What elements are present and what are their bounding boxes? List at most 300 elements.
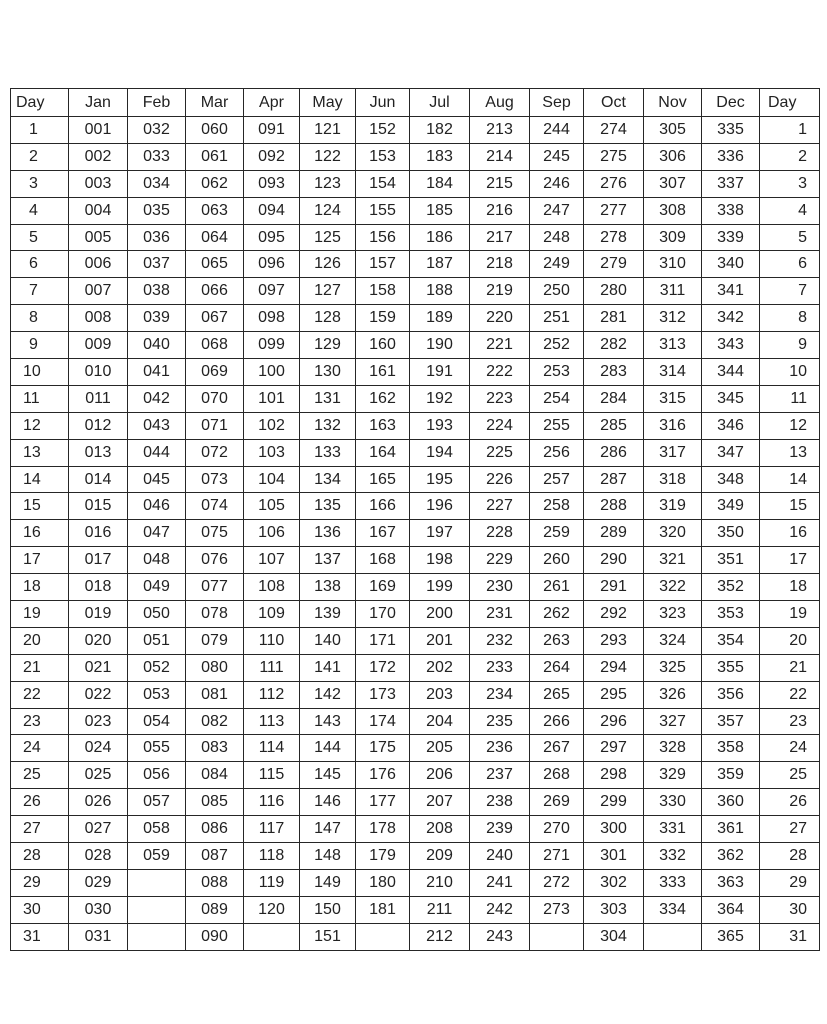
cell-apr: 110 (244, 627, 300, 654)
cell-may: 134 (300, 466, 356, 493)
cell-jun: 156 (356, 224, 410, 251)
cell-oct: 274 (584, 117, 644, 144)
cell-aug: 215 (470, 170, 530, 197)
cell-feb: 041 (128, 359, 186, 386)
cell-nov: 310 (644, 251, 702, 278)
cell-feb: 046 (128, 493, 186, 520)
cell-may: 150 (300, 896, 356, 923)
cell-day-right: 22 (760, 681, 820, 708)
cell-day-right: 29 (760, 869, 820, 896)
cell-sep: 259 (530, 520, 584, 547)
cell-jun: 163 (356, 412, 410, 439)
cell-day-right: 23 (760, 708, 820, 735)
cell-dec: 352 (702, 574, 760, 601)
cell-day-left: 17 (11, 547, 69, 574)
cell-apr: 107 (244, 547, 300, 574)
cell-day-left: 28 (11, 843, 69, 870)
cell-day-right: 3 (760, 170, 820, 197)
cell-jan: 023 (69, 708, 128, 735)
cell-jun: 176 (356, 762, 410, 789)
cell-jan: 016 (69, 520, 128, 547)
cell-day-left: 20 (11, 627, 69, 654)
cell-may: 133 (300, 439, 356, 466)
cell-oct: 301 (584, 843, 644, 870)
cell-aug: 234 (470, 681, 530, 708)
cell-dec: 339 (702, 224, 760, 251)
cell-jul: 185 (410, 197, 470, 224)
cell-jun: 158 (356, 278, 410, 305)
julian-date-table (10, 88, 820, 951)
cell-nov: 328 (644, 735, 702, 762)
cell-sep: 245 (530, 143, 584, 170)
cell-nov: 319 (644, 493, 702, 520)
cell-feb (128, 896, 186, 923)
cell-aug: 217 (470, 224, 530, 251)
cell-jul: 190 (410, 332, 470, 359)
cell-feb (128, 869, 186, 896)
cell-nov: 324 (644, 627, 702, 654)
cell-dec: 355 (702, 654, 760, 681)
header-row (11, 89, 820, 117)
cell-sep (530, 923, 584, 950)
table-row (11, 574, 820, 601)
cell-feb: 054 (128, 708, 186, 735)
cell-aug: 223 (470, 385, 530, 412)
cell-nov: 333 (644, 869, 702, 896)
cell-oct: 296 (584, 708, 644, 735)
cell-mar: 075 (186, 520, 244, 547)
cell-day-right: 14 (760, 466, 820, 493)
cell-jul: 194 (410, 439, 470, 466)
cell-jul: 192 (410, 385, 470, 412)
cell-day-left: 11 (11, 385, 69, 412)
cell-jan: 024 (69, 735, 128, 762)
cell-nov: 311 (644, 278, 702, 305)
cell-may: 127 (300, 278, 356, 305)
cell-feb: 056 (128, 762, 186, 789)
cell-feb: 040 (128, 332, 186, 359)
cell-sep: 255 (530, 412, 584, 439)
cell-aug: 229 (470, 547, 530, 574)
cell-sep: 269 (530, 789, 584, 816)
cell-jul: 210 (410, 869, 470, 896)
cell-dec: 358 (702, 735, 760, 762)
cell-dec: 348 (702, 466, 760, 493)
cell-oct: 283 (584, 359, 644, 386)
cell-sep: 253 (530, 359, 584, 386)
cell-dec: 340 (702, 251, 760, 278)
cell-feb: 042 (128, 385, 186, 412)
cell-aug: 228 (470, 520, 530, 547)
cell-feb: 051 (128, 627, 186, 654)
cell-jul: 212 (410, 923, 470, 950)
cell-nov: 312 (644, 305, 702, 332)
table-row (11, 493, 820, 520)
cell-sep: 252 (530, 332, 584, 359)
cell-day-left: 5 (11, 224, 69, 251)
table-row (11, 251, 820, 278)
cell-apr: 092 (244, 143, 300, 170)
cell-jul: 197 (410, 520, 470, 547)
cell-may: 130 (300, 359, 356, 386)
cell-nov: 316 (644, 412, 702, 439)
cell-feb: 058 (128, 816, 186, 843)
cell-jul: 202 (410, 654, 470, 681)
cell-aug: 222 (470, 359, 530, 386)
cell-feb: 032 (128, 117, 186, 144)
cell-sep: 248 (530, 224, 584, 251)
cell-sep: 260 (530, 547, 584, 574)
cell-sep: 265 (530, 681, 584, 708)
table-row (11, 170, 820, 197)
cell-jun: 168 (356, 547, 410, 574)
cell-jul: 188 (410, 278, 470, 305)
cell-apr: 099 (244, 332, 300, 359)
header-mar: Mar (186, 89, 244, 117)
cell-nov: 318 (644, 466, 702, 493)
cell-mar: 065 (186, 251, 244, 278)
cell-day-left: 3 (11, 170, 69, 197)
cell-apr: 113 (244, 708, 300, 735)
cell-jan: 001 (69, 117, 128, 144)
cell-dec: 337 (702, 170, 760, 197)
header-jun: Jun (356, 89, 410, 117)
cell-aug: 239 (470, 816, 530, 843)
cell-sep: 258 (530, 493, 584, 520)
cell-feb: 048 (128, 547, 186, 574)
cell-aug: 232 (470, 627, 530, 654)
header-sep: Sep (530, 89, 584, 117)
cell-mar: 089 (186, 896, 244, 923)
cell-dec: 343 (702, 332, 760, 359)
header-aug: Aug (470, 89, 530, 117)
cell-aug: 213 (470, 117, 530, 144)
cell-may: 124 (300, 197, 356, 224)
cell-day-right: 4 (760, 197, 820, 224)
cell-day-right: 9 (760, 332, 820, 359)
cell-jan: 014 (69, 466, 128, 493)
cell-nov: 322 (644, 574, 702, 601)
cell-jun: 153 (356, 143, 410, 170)
cell-apr: 096 (244, 251, 300, 278)
cell-feb: 044 (128, 439, 186, 466)
cell-oct: 304 (584, 923, 644, 950)
cell-apr: 120 (244, 896, 300, 923)
cell-oct: 280 (584, 278, 644, 305)
header-jul: Jul (410, 89, 470, 117)
cell-aug: 225 (470, 439, 530, 466)
cell-jun: 170 (356, 601, 410, 628)
cell-day-left: 1 (11, 117, 69, 144)
cell-jun: 177 (356, 789, 410, 816)
cell-dec: 342 (702, 305, 760, 332)
cell-jun: 169 (356, 574, 410, 601)
cell-jan: 019 (69, 601, 128, 628)
cell-day-right: 5 (760, 224, 820, 251)
table-row (11, 627, 820, 654)
cell-day-right: 26 (760, 789, 820, 816)
cell-day-right: 16 (760, 520, 820, 547)
cell-dec: 335 (702, 117, 760, 144)
table-row (11, 816, 820, 843)
cell-jun: 172 (356, 654, 410, 681)
cell-oct: 276 (584, 170, 644, 197)
cell-jun: 160 (356, 332, 410, 359)
cell-oct: 275 (584, 143, 644, 170)
cell-may: 144 (300, 735, 356, 762)
cell-day-right: 15 (760, 493, 820, 520)
cell-day-right: 27 (760, 816, 820, 843)
cell-jan: 009 (69, 332, 128, 359)
header-oct: Oct (584, 89, 644, 117)
cell-aug: 214 (470, 143, 530, 170)
cell-day-right: 17 (760, 547, 820, 574)
cell-nov: 313 (644, 332, 702, 359)
cell-apr: 109 (244, 601, 300, 628)
cell-jun: 162 (356, 385, 410, 412)
cell-day-right: 30 (760, 896, 820, 923)
cell-jan: 028 (69, 843, 128, 870)
cell-oct: 288 (584, 493, 644, 520)
cell-apr: 118 (244, 843, 300, 870)
cell-sep: 250 (530, 278, 584, 305)
cell-apr: 115 (244, 762, 300, 789)
cell-day-left: 6 (11, 251, 69, 278)
cell-aug: 226 (470, 466, 530, 493)
cell-day-left: 27 (11, 816, 69, 843)
table-row (11, 843, 820, 870)
cell-oct: 281 (584, 305, 644, 332)
cell-day-left: 21 (11, 654, 69, 681)
cell-day-right: 1 (760, 117, 820, 144)
cell-mar: 060 (186, 117, 244, 144)
cell-jan: 029 (69, 869, 128, 896)
cell-apr: 108 (244, 574, 300, 601)
cell-day-left: 24 (11, 735, 69, 762)
cell-apr: 112 (244, 681, 300, 708)
cell-oct: 291 (584, 574, 644, 601)
cell-jul: 196 (410, 493, 470, 520)
cell-day-right: 31 (760, 923, 820, 950)
cell-may: 146 (300, 789, 356, 816)
cell-mar: 080 (186, 654, 244, 681)
cell-jan: 026 (69, 789, 128, 816)
cell-sep: 272 (530, 869, 584, 896)
cell-jul: 195 (410, 466, 470, 493)
cell-may: 148 (300, 843, 356, 870)
cell-may: 143 (300, 708, 356, 735)
cell-dec: 360 (702, 789, 760, 816)
cell-jul: 205 (410, 735, 470, 762)
cell-feb: 037 (128, 251, 186, 278)
cell-jul: 206 (410, 762, 470, 789)
header-feb: Feb (128, 89, 186, 117)
cell-dec: 363 (702, 869, 760, 896)
cell-nov: 306 (644, 143, 702, 170)
table-row (11, 547, 820, 574)
table-row (11, 654, 820, 681)
cell-oct: 277 (584, 197, 644, 224)
table-body (11, 117, 820, 951)
cell-day-right: 24 (760, 735, 820, 762)
cell-sep: 270 (530, 816, 584, 843)
cell-mar: 071 (186, 412, 244, 439)
cell-may: 125 (300, 224, 356, 251)
cell-apr: 095 (244, 224, 300, 251)
cell-sep: 251 (530, 305, 584, 332)
cell-may: 138 (300, 574, 356, 601)
cell-jan: 003 (69, 170, 128, 197)
cell-apr: 106 (244, 520, 300, 547)
cell-jan: 008 (69, 305, 128, 332)
table-row (11, 359, 820, 386)
cell-day-right: 28 (760, 843, 820, 870)
cell-jun: 157 (356, 251, 410, 278)
cell-jan: 021 (69, 654, 128, 681)
cell-day-right: 8 (760, 305, 820, 332)
table-row (11, 117, 820, 144)
cell-day-left: 4 (11, 197, 69, 224)
table-row (11, 412, 820, 439)
cell-oct: 297 (584, 735, 644, 762)
cell-sep: 254 (530, 385, 584, 412)
cell-jan: 012 (69, 412, 128, 439)
cell-jan: 018 (69, 574, 128, 601)
cell-jan: 022 (69, 681, 128, 708)
cell-oct: 279 (584, 251, 644, 278)
cell-dec: 336 (702, 143, 760, 170)
cell-oct: 285 (584, 412, 644, 439)
cell-aug: 230 (470, 574, 530, 601)
cell-day-right: 20 (760, 627, 820, 654)
cell-apr: 119 (244, 869, 300, 896)
cell-sep: 267 (530, 735, 584, 762)
cell-day-right: 18 (760, 574, 820, 601)
cell-apr (244, 923, 300, 950)
cell-mar: 067 (186, 305, 244, 332)
cell-dec: 353 (702, 601, 760, 628)
cell-aug: 240 (470, 843, 530, 870)
cell-may: 129 (300, 332, 356, 359)
cell-day-left: 8 (11, 305, 69, 332)
cell-mar: 076 (186, 547, 244, 574)
cell-dec: 341 (702, 278, 760, 305)
cell-dec: 347 (702, 439, 760, 466)
cell-nov: 321 (644, 547, 702, 574)
cell-jun: 175 (356, 735, 410, 762)
cell-aug: 236 (470, 735, 530, 762)
cell-sep: 246 (530, 170, 584, 197)
cell-aug: 242 (470, 896, 530, 923)
cell-sep: 249 (530, 251, 584, 278)
table-row (11, 869, 820, 896)
cell-day-left: 14 (11, 466, 69, 493)
cell-jan: 007 (69, 278, 128, 305)
cell-aug: 231 (470, 601, 530, 628)
cell-mar: 070 (186, 385, 244, 412)
cell-may: 121 (300, 117, 356, 144)
cell-jun: 164 (356, 439, 410, 466)
cell-day-right: 19 (760, 601, 820, 628)
cell-nov: 305 (644, 117, 702, 144)
cell-nov: 330 (644, 789, 702, 816)
cell-may: 142 (300, 681, 356, 708)
cell-mar: 087 (186, 843, 244, 870)
cell-dec: 364 (702, 896, 760, 923)
cell-oct: 290 (584, 547, 644, 574)
cell-day-left: 26 (11, 789, 69, 816)
cell-mar: 086 (186, 816, 244, 843)
table-row (11, 896, 820, 923)
cell-jul: 200 (410, 601, 470, 628)
cell-may: 151 (300, 923, 356, 950)
cell-jul: 184 (410, 170, 470, 197)
cell-nov: 332 (644, 843, 702, 870)
cell-aug: 233 (470, 654, 530, 681)
cell-jan: 005 (69, 224, 128, 251)
cell-mar: 081 (186, 681, 244, 708)
cell-mar: 062 (186, 170, 244, 197)
cell-dec: 349 (702, 493, 760, 520)
cell-day-left: 23 (11, 708, 69, 735)
cell-may: 137 (300, 547, 356, 574)
cell-apr: 097 (244, 278, 300, 305)
cell-jun: 180 (356, 869, 410, 896)
cell-feb: 034 (128, 170, 186, 197)
table-row (11, 332, 820, 359)
cell-day-left: 2 (11, 143, 69, 170)
cell-jun: 161 (356, 359, 410, 386)
cell-day-right: 10 (760, 359, 820, 386)
cell-oct: 284 (584, 385, 644, 412)
cell-feb: 035 (128, 197, 186, 224)
cell-jan: 025 (69, 762, 128, 789)
cell-may: 136 (300, 520, 356, 547)
cell-jun: 159 (356, 305, 410, 332)
cell-nov (644, 923, 702, 950)
cell-apr: 114 (244, 735, 300, 762)
cell-nov: 314 (644, 359, 702, 386)
cell-mar: 088 (186, 869, 244, 896)
cell-jul: 198 (410, 547, 470, 574)
cell-mar: 069 (186, 359, 244, 386)
cell-oct: 287 (584, 466, 644, 493)
cell-feb: 043 (128, 412, 186, 439)
cell-apr: 100 (244, 359, 300, 386)
cell-oct: 295 (584, 681, 644, 708)
cell-mar: 066 (186, 278, 244, 305)
cell-day-right: 13 (760, 439, 820, 466)
cell-mar: 074 (186, 493, 244, 520)
cell-aug: 218 (470, 251, 530, 278)
cell-oct: 278 (584, 224, 644, 251)
cell-nov: 325 (644, 654, 702, 681)
cell-nov: 329 (644, 762, 702, 789)
cell-jul: 201 (410, 627, 470, 654)
cell-day-left: 25 (11, 762, 69, 789)
cell-mar: 073 (186, 466, 244, 493)
cell-jul: 191 (410, 359, 470, 386)
cell-sep: 268 (530, 762, 584, 789)
cell-feb: 050 (128, 601, 186, 628)
cell-day-right: 2 (760, 143, 820, 170)
cell-sep: 261 (530, 574, 584, 601)
cell-nov: 320 (644, 520, 702, 547)
cell-oct: 292 (584, 601, 644, 628)
header-may: May (300, 89, 356, 117)
cell-mar: 084 (186, 762, 244, 789)
cell-feb: 049 (128, 574, 186, 601)
